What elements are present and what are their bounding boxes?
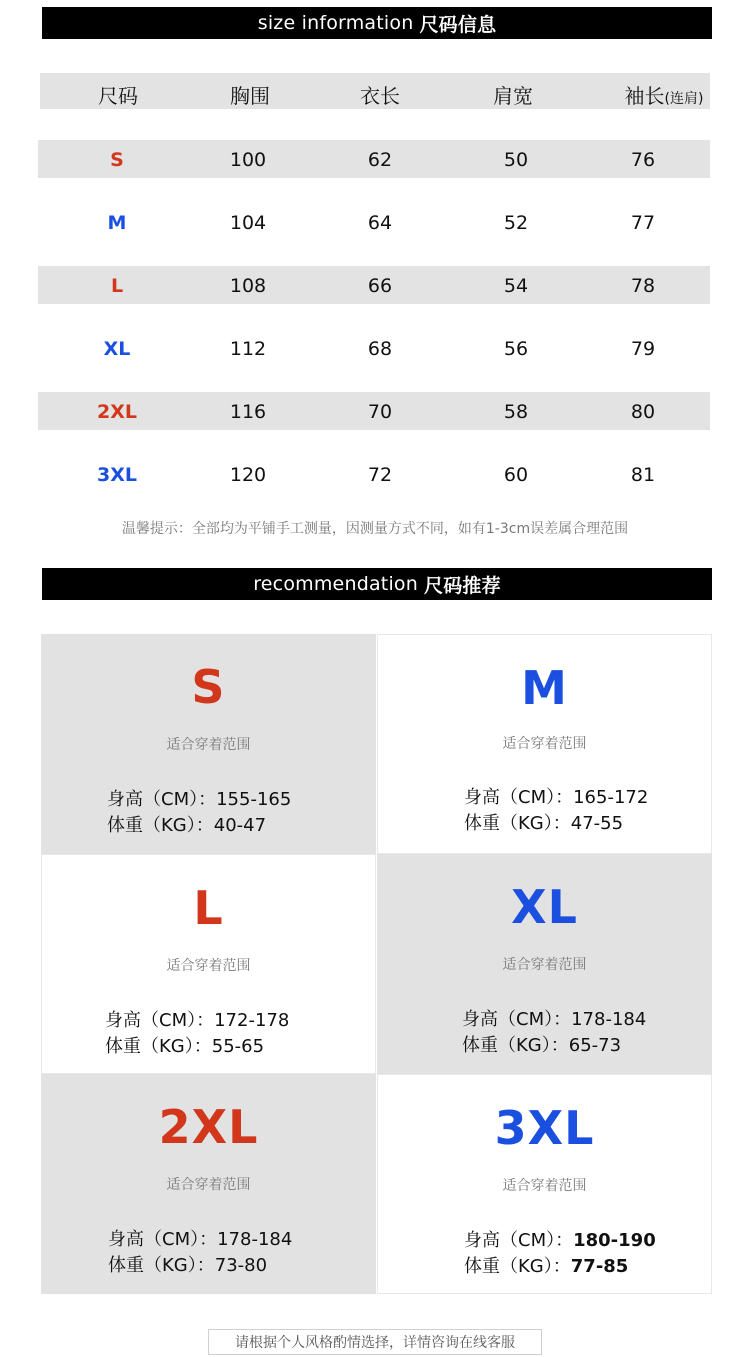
weight-value: 77-85 — [570, 1256, 629, 1277]
row-shoulder: 56 — [503, 338, 529, 360]
height-value: 155-165 — [216, 789, 292, 810]
card-size: XL — [511, 880, 578, 934]
row-size: L — [110, 275, 124, 297]
height-value: 180-190 — [573, 1230, 656, 1251]
row-length: 62 — [367, 149, 393, 171]
table-row — [38, 266, 710, 304]
row-length: 70 — [367, 401, 393, 423]
header-sleeve — [625, 80, 704, 109]
card-size: 2XL — [158, 1100, 259, 1154]
measurement-tip: 温馨提示：全部均为平铺手工测量，因测量方式不同，如有1-3cm误差属合理范围 — [121, 521, 629, 537]
card-size: L — [193, 881, 224, 935]
weight-label: 体重（KG）： — [105, 1036, 212, 1057]
footer-note: 请根据个人风格酌情选择，详情咨询在线客服 — [208, 1329, 542, 1355]
row-shoulder: 54 — [503, 275, 529, 297]
recommend-card-l — [41, 854, 376, 1074]
row-sleeve: 81 — [630, 464, 656, 486]
size-info-title-bar — [42, 7, 712, 39]
row-chest: 104 — [229, 212, 267, 234]
row-length: 68 — [367, 338, 393, 360]
weight-label: 体重（KG）： — [464, 813, 571, 834]
header-sleeve-label: 袖长 — [624, 84, 665, 108]
weight-value: 47-55 — [570, 813, 624, 834]
row-chest: 116 — [229, 401, 267, 423]
height-value: 165-172 — [573, 787, 649, 808]
recommendation-title-cn: 尺码推荐 — [424, 574, 501, 597]
table-row — [38, 203, 710, 241]
row-chest: 100 — [229, 149, 267, 171]
row-shoulder: 58 — [503, 401, 529, 423]
weight-value: 55-65 — [211, 1036, 265, 1057]
card-height — [462, 1005, 646, 1031]
recommendation-title-en: recommendation — [253, 573, 418, 595]
weight-label: 体重（KG）： — [462, 1035, 569, 1056]
card-weight — [464, 809, 623, 835]
row-size: 3XL — [97, 464, 137, 486]
card-height — [464, 1226, 656, 1252]
height-value: 172-178 — [214, 1010, 290, 1031]
recommendation-title-bar — [42, 568, 712, 600]
row-sleeve: 79 — [630, 338, 656, 360]
row-length: 72 — [367, 464, 393, 486]
recommend-card-2xl — [41, 1074, 376, 1294]
card-weight — [462, 1031, 621, 1057]
row-chest: 112 — [229, 338, 267, 360]
header-sleeve-suffix: (连肩) — [664, 91, 704, 107]
height-label: 身高（CM）： — [108, 1229, 218, 1250]
header-size: 尺码 — [98, 84, 138, 108]
weight-value: 40-47 — [213, 815, 267, 836]
card-height — [464, 783, 648, 809]
card-height — [108, 1225, 292, 1251]
row-sleeve: 80 — [630, 401, 656, 423]
weight-label: 体重（KG）： — [108, 1255, 215, 1276]
recommend-card-3xl — [377, 1074, 712, 1294]
row-shoulder: 60 — [503, 464, 529, 486]
recommend-card-s — [41, 634, 376, 854]
row-chest: 120 — [229, 464, 267, 486]
size-info-title-cn: 尺码信息 — [419, 13, 497, 36]
card-weight — [108, 1251, 267, 1277]
card-weight — [464, 1252, 628, 1278]
card-subtitle: 适合穿着范围 — [502, 957, 587, 973]
card-subtitle: 适合穿着范围 — [166, 1177, 251, 1193]
height-label: 身高（CM）： — [464, 787, 574, 808]
card-size: 3XL — [494, 1101, 595, 1155]
card-size: M — [521, 661, 568, 715]
size-table-header — [40, 73, 710, 109]
card-subtitle: 适合穿着范围 — [502, 736, 587, 752]
weight-label: 体重（KG）： — [107, 815, 214, 836]
height-label: 身高（CM）： — [105, 1010, 215, 1031]
size-info-title-en: size information — [257, 12, 414, 34]
height-label: 身高（CM）： — [464, 1230, 574, 1251]
weight-value: 73-80 — [214, 1255, 268, 1276]
row-sleeve: 76 — [630, 149, 656, 171]
row-size: M — [107, 212, 127, 234]
card-subtitle: 适合穿着范围 — [166, 737, 251, 753]
row-chest: 108 — [229, 275, 267, 297]
header-length: 衣长 — [360, 84, 400, 108]
row-size: XL — [103, 338, 131, 360]
height-label: 身高（CM）： — [107, 789, 217, 810]
header-shoulder: 肩宽 — [493, 84, 533, 108]
card-weight — [105, 1032, 264, 1058]
row-shoulder: 52 — [503, 212, 529, 234]
recommend-card-xl — [377, 854, 712, 1074]
recommendation-grid — [41, 634, 712, 1294]
card-weight — [107, 811, 266, 837]
row-sleeve: 78 — [630, 275, 656, 297]
height-value: 178-184 — [217, 1229, 293, 1250]
card-size: S — [191, 660, 226, 714]
table-row — [38, 140, 710, 178]
recommend-card-m — [377, 634, 712, 854]
card-subtitle: 适合穿着范围 — [502, 1178, 587, 1194]
row-shoulder: 50 — [503, 149, 529, 171]
row-length: 66 — [367, 275, 393, 297]
height-value: 178-184 — [571, 1009, 647, 1030]
row-size: 2XL — [97, 401, 137, 423]
weight-label: 体重（KG）： — [464, 1256, 571, 1277]
table-row — [38, 455, 710, 493]
height-label: 身高（CM）： — [462, 1009, 572, 1030]
header-chest: 胸围 — [230, 84, 270, 108]
row-sleeve: 77 — [630, 212, 656, 234]
row-size: S — [110, 149, 124, 171]
table-row — [38, 329, 710, 367]
row-length: 64 — [367, 212, 393, 234]
card-height — [105, 1006, 289, 1032]
card-height — [107, 785, 291, 811]
weight-value: 65-73 — [568, 1035, 622, 1056]
card-subtitle: 适合穿着范围 — [166, 958, 251, 974]
table-row — [38, 392, 710, 430]
